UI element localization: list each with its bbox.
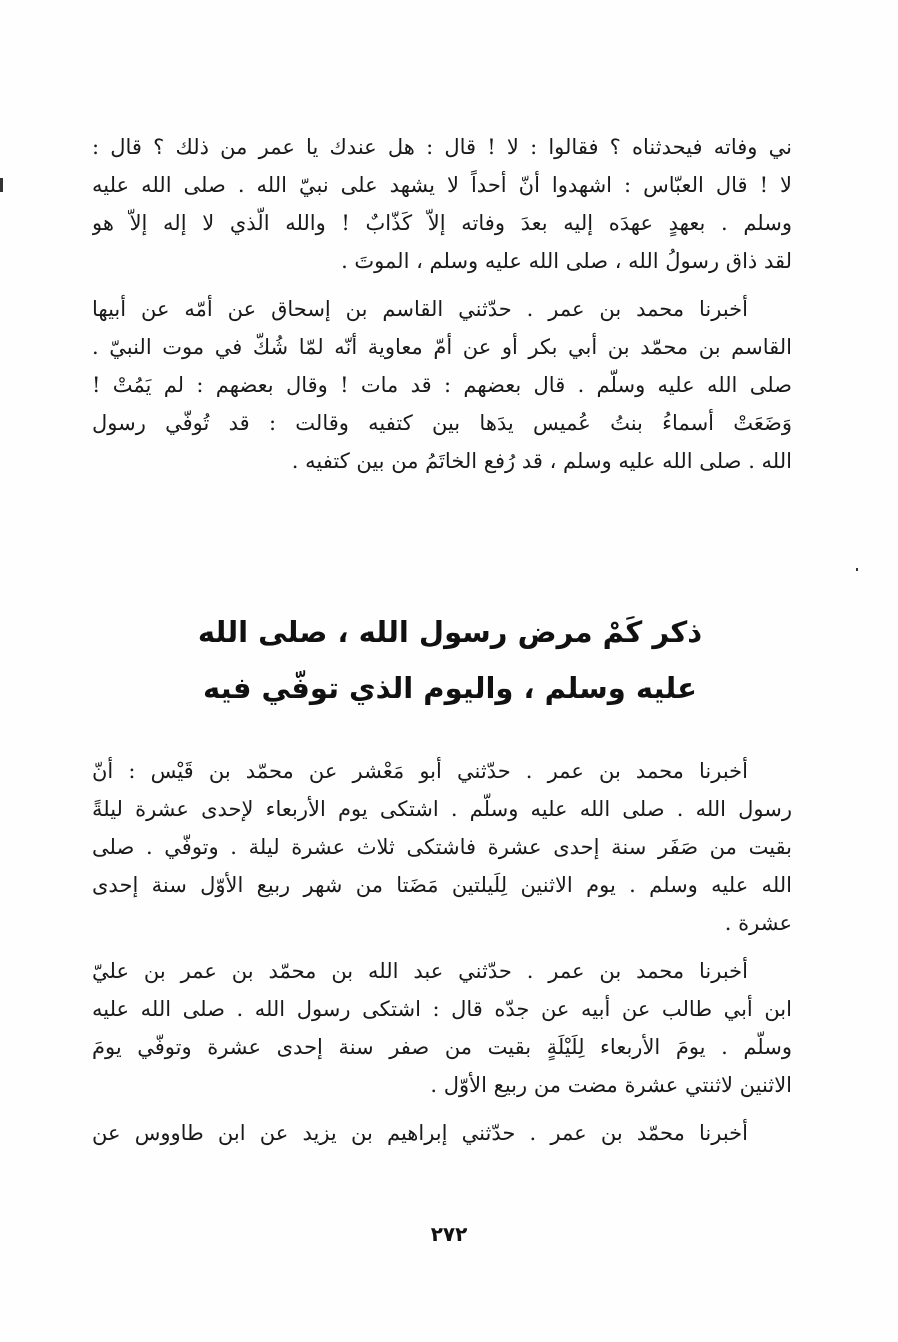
paragraph [92, 1114, 792, 1152]
text-line: رسول الله . صلى الله عليه وسلّم . اشتكى يوم الأربعاء لإحدى عشرة ليلةً [92, 797, 792, 821]
chapter-heading [150, 604, 750, 716]
text-line: الله . صلى الله عليه وسلم ، قد رُفع الخاتَمُ من بين كتفيه . [291, 449, 792, 473]
text-line: أخبرنا محمد بن عمر . حدّثني القاسم بن إسحاق عن أمّه عن أبيها [92, 297, 748, 321]
paragraph [92, 128, 792, 280]
margin-mark [856, 568, 858, 571]
paragraph [92, 290, 792, 480]
text-line: وسلّم . يومَ الأربعاء لِلَيْلَةٍ بقيت من صفر سنة إحدى عشرة وتوفّي يومَ [92, 1035, 792, 1059]
text-line: وَضَعَتْ أسماءُ بنتُ عُميس يدَها بين كتفيه وقالت : قد تُوفّي رسول [92, 411, 792, 435]
paragraph [92, 952, 792, 1104]
text-line: الله عليه وسلم . يوم الاثنين لِلَيلتين مَضَتا من شهر ربيع الأوّل سنة إحدى [92, 873, 792, 897]
text-line: ني وفاته فيحدثناه ؟ فقالوا : لا ! قال : هل عندك يا عمر من ذلك ؟ قال : [92, 135, 792, 159]
text-line: القاسم بن محمّد بن أبي بكر أو عن أمّ معاوية أنّه لمّا شُكّ في موت النبيّ . [92, 335, 792, 359]
text-line: بقيت من صَفَر سنة إحدى عشرة فاشتكى ثلاث عشرة ليلة . وتوفّي . صلى [92, 835, 792, 859]
text-line: لا ! قال العبّاس : اشهدوا أنّ أحداً لا يشهد على نبيّ الله . صلى الله عليه [92, 173, 792, 197]
text-line: وسلم . بعهدٍ عهدَه إليه بعدَ وفاته إلاّ كَذّابٌ ! والله الّذي لا إله إلاّ هو [92, 211, 792, 235]
margin-mark [0, 178, 3, 192]
text-line: أخبرنا محمّد بن عمر . حدّثني إبراهيم بن يزيد عن ابن طاووس عن [92, 1121, 748, 1145]
text-line: لقد ذاق رسولُ الله ، صلى الله عليه وسلم ، الموتَ . [341, 249, 792, 273]
heading-line: ذكر كَمْ مرض رسول الله ، صلى الله [197, 615, 703, 649]
text-line: ابن أبي طالب عن أبيه عن جدّه قال : اشتكى رسول الله . صلى الله عليه [92, 997, 792, 1021]
text-line: صلى الله عليه وسلّم . قال بعضهم : قد مات ! وقال بعضهم : لم يَمُتْ ! [92, 373, 792, 397]
text-line: الاثنين لاثنتي عشرة مضت من ربيع الأوّل . [430, 1073, 792, 1097]
text-line: أخبرنا محمد بن عمر . حدّثني أبو مَعْشر عن محمّد بن قَيْس : أنّ [92, 759, 748, 783]
page-number: ٢٧٢ [430, 1222, 468, 1246]
bottom-section [92, 752, 792, 1152]
text-line: أخبرنا محمد بن عمر . حدّثني عبد الله بن محمّد بن عمر بن عليّ [92, 959, 748, 983]
paragraph [92, 752, 792, 942]
text-line: عشرة . [724, 911, 792, 935]
top-section [92, 128, 792, 480]
heading-line: عليه وسلم ، واليوم الذي توفّي فيه [203, 671, 697, 705]
